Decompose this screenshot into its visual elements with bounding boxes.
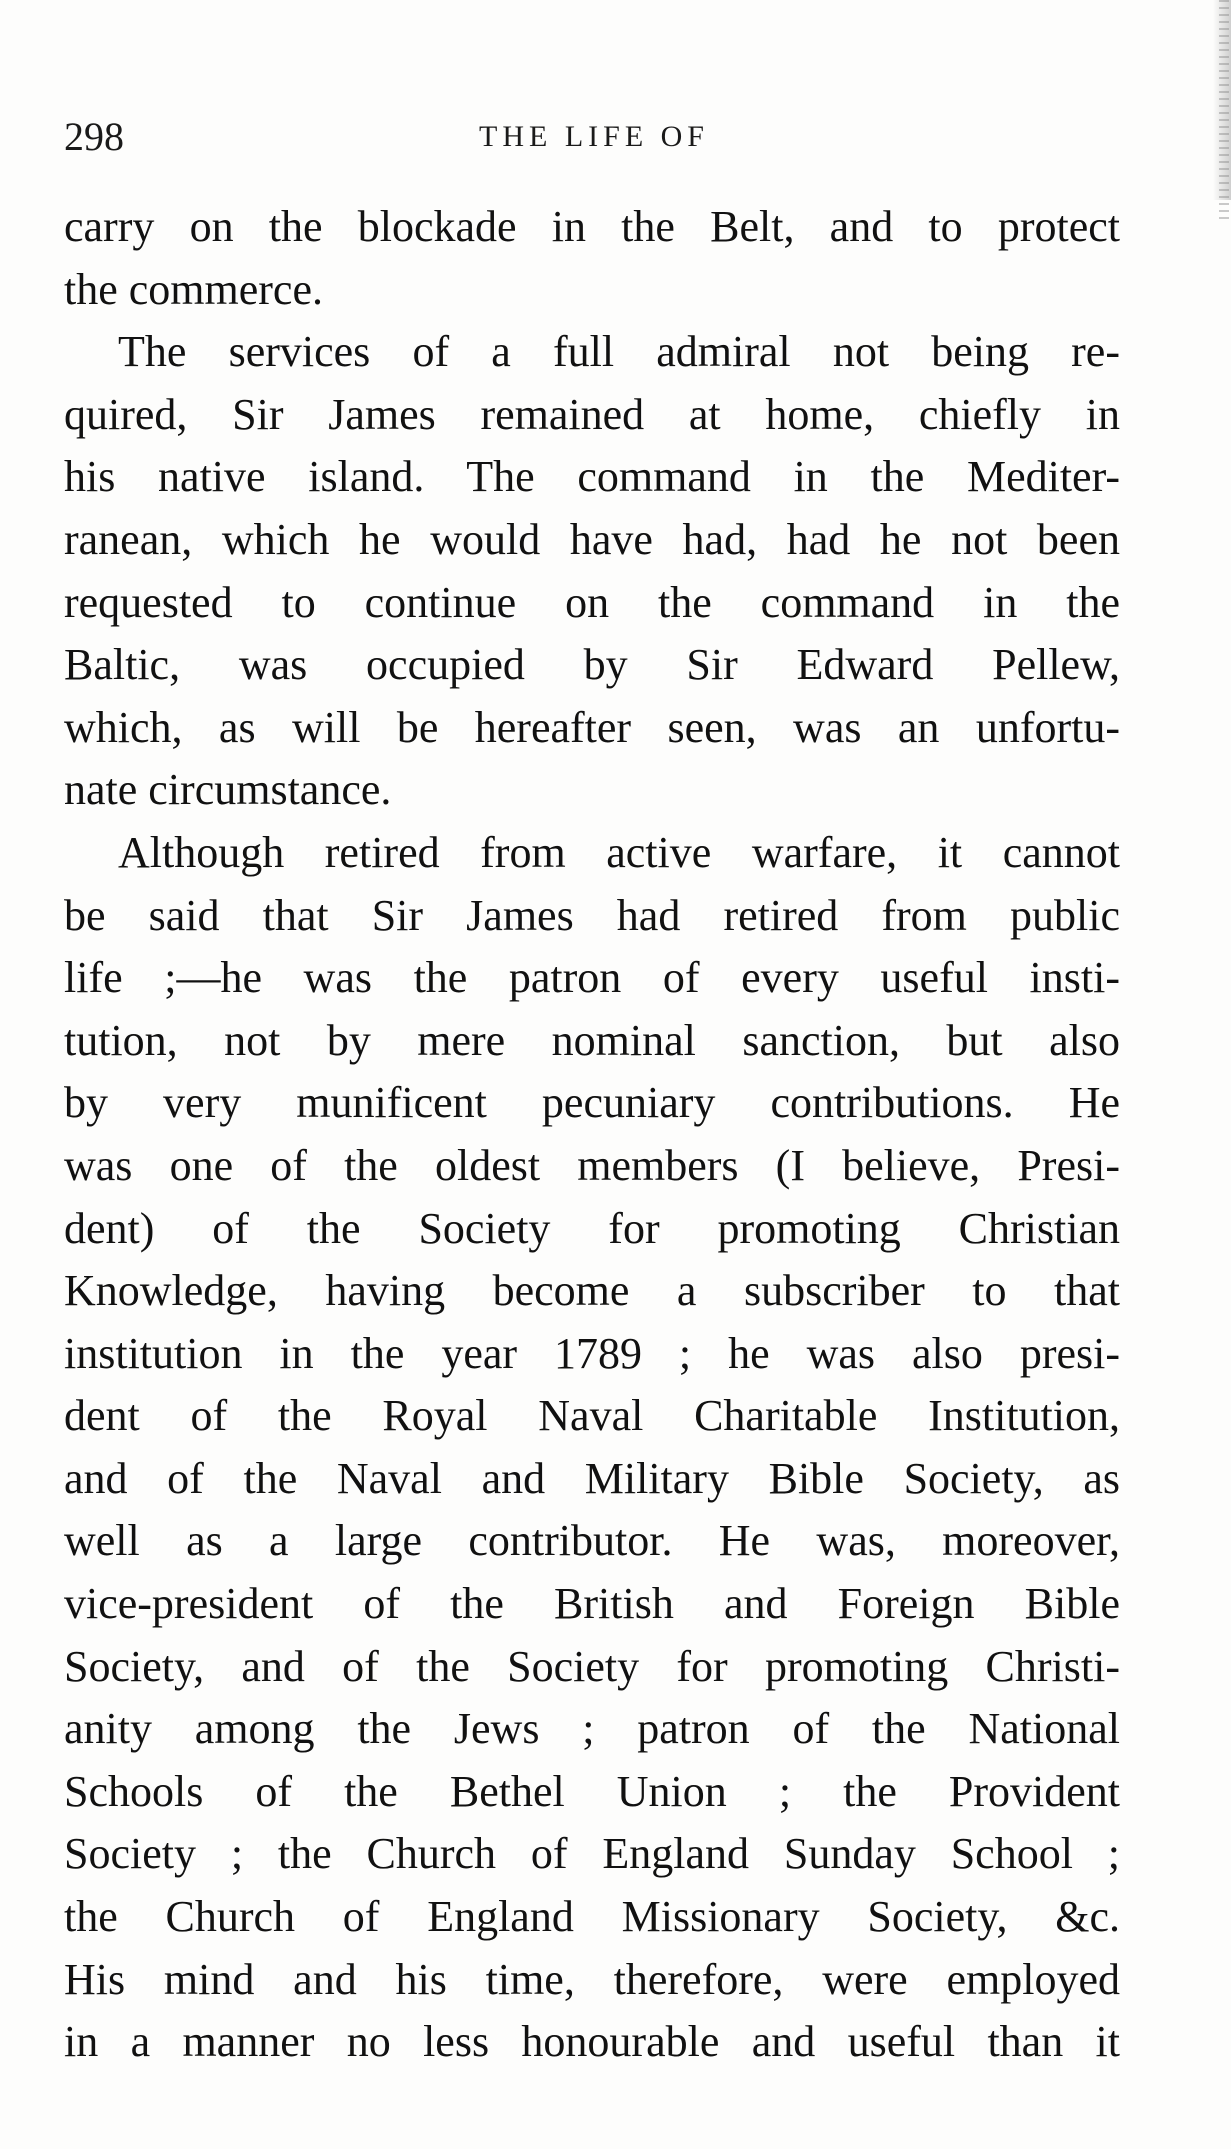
text-line: by very munificent pecuniary contributions. He — [64, 1078, 1120, 1128]
body-text — [64, 196, 1120, 2074]
text-line: dent) of the Society for promoting Christian — [64, 1203, 1120, 1253]
text-line: institution in the year 1789 ; he was also presi- — [64, 1328, 1120, 1378]
text-line: the commerce. — [64, 264, 323, 314]
text-line: anity among the Jews ; patron of the National — [64, 1704, 1120, 1754]
text-line: dent of the Royal Naval Charitable Institution, — [64, 1391, 1120, 1441]
text-line: The services of a full admiral not being re- — [118, 327, 1120, 377]
page-edge-marks — [1219, 0, 1229, 220]
text-line: Schools of the Bethel Union ; the Provident — [64, 1766, 1120, 1816]
page-header — [64, 112, 1124, 162]
text-line: Society ; the Church of England Sunday School ; — [64, 1829, 1120, 1879]
text-line: nate circumstance. — [64, 765, 392, 815]
running-head: THE LIFE OF — [479, 120, 709, 153]
text-line: his native island. The command in the Mediter- — [64, 452, 1120, 502]
text-line: ranean, which he would have had, had he not been — [64, 514, 1120, 564]
text-line: carry on the blockade in the Belt, and to protect — [64, 202, 1120, 251]
text-line: Baltic, was occupied by Sir Edward Pellew, — [64, 640, 1120, 690]
text-line: His mind and his time, therefore, were employed — [64, 1954, 1120, 2004]
text-line: which, as will be hereafter seen, was an unfortu- — [64, 702, 1120, 752]
text-line: requested to continue on the command in the — [64, 577, 1120, 627]
text-line: the Church of England Missionary Society, &c. — [64, 1892, 1120, 1942]
page-number: 298 — [64, 114, 124, 159]
text-line: and of the Naval and Military Bible Society, as — [64, 1453, 1120, 1503]
text-line: life ;—he was the patron of every useful insti- — [64, 953, 1120, 1003]
text-line: be said that Sir James had retired from public — [64, 890, 1120, 940]
text-line: in a manner no less honourable and useful than it — [64, 2017, 1120, 2067]
text-line: tution, not by mere nominal sanction, but also — [64, 1015, 1120, 1065]
text-line: was one of the oldest members (I believe, Presi- — [64, 1140, 1120, 1190]
text-line: Knowledge, having become a subscriber to that — [64, 1266, 1120, 1316]
text-line: quired, Sir James remained at home, chiefly in — [64, 389, 1120, 439]
text-line: Society, and of the Society for promoting Christi- — [64, 1641, 1120, 1691]
text-line: well as a large contributor. He was, moreover, — [64, 1516, 1120, 1566]
text-line: Although retired from active warfare, it cannot — [118, 827, 1120, 877]
text-line: vice-president of the British and Foreign Bible — [64, 1579, 1120, 1629]
